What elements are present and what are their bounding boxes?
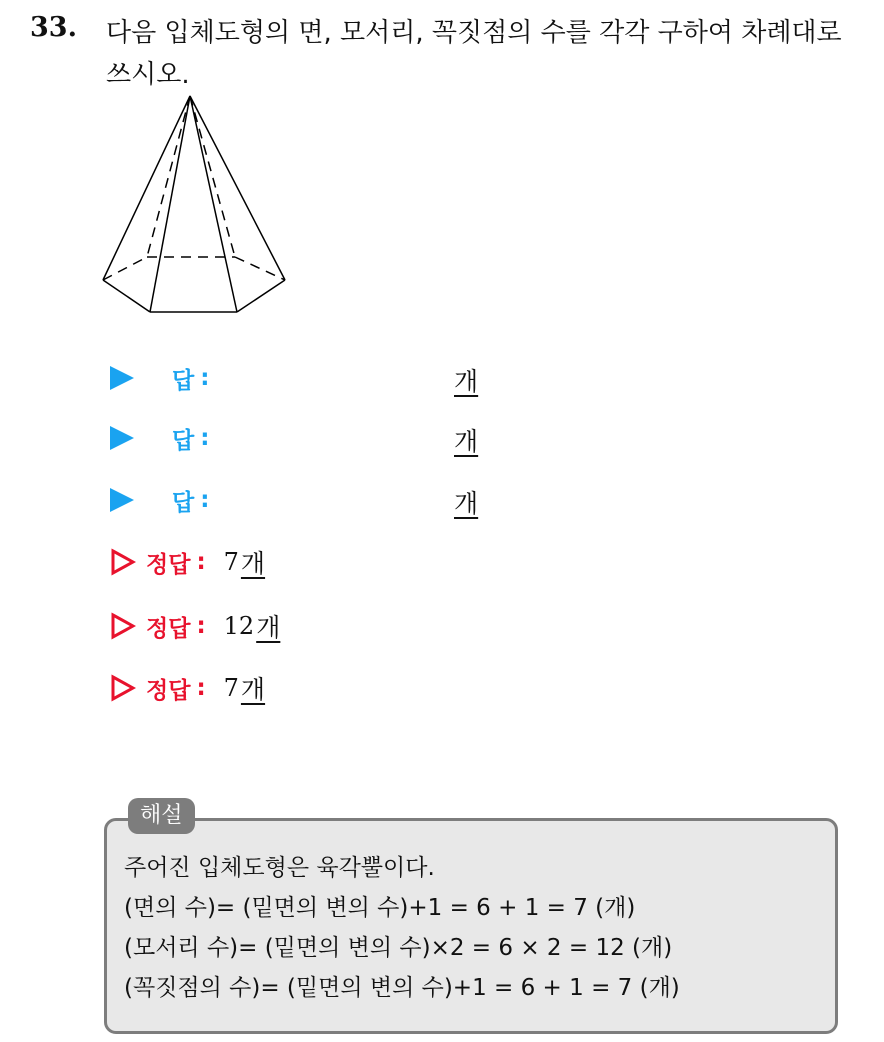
correct-value: 7	[223, 674, 239, 702]
answer-unit: 개	[454, 367, 479, 396]
explanation-tag: 해설	[128, 798, 195, 834]
explanation-line: (면의 수)= (밑면의 변의 수)+1 = 6 + 1 = 7 (개)	[124, 895, 636, 921]
correct-colon: :	[196, 549, 206, 575]
answer-row	[110, 480, 209, 520]
correct-label: 정답	[146, 677, 191, 704]
answer-label: 답	[172, 489, 195, 516]
hidden-base-edge	[235, 257, 285, 280]
base-edge	[103, 280, 150, 312]
outline-triangle-icon	[110, 612, 136, 640]
lateral-edge	[103, 96, 190, 280]
hidden-lateral-edge	[190, 96, 235, 257]
lateral-edge	[190, 96, 237, 312]
correct-value: 12	[223, 612, 255, 640]
correct-colon: :	[196, 675, 206, 701]
question-number: 33.	[30, 12, 77, 43]
correct-answer-row	[110, 542, 265, 582]
correct-unit: 개	[256, 613, 281, 642]
answer-unit: 개	[454, 427, 479, 456]
hidden-lateral-edge	[147, 96, 190, 257]
play-triangle-icon	[110, 366, 134, 390]
question-text: 다음 입체도형의 면, 모서리, 꼭짓점의 수를 각각 구하여 차례대로 쓰시오.	[106, 18, 842, 90]
correct-value: 7	[223, 548, 239, 576]
correct-answer-row	[110, 668, 265, 708]
correct-label: 정답	[146, 615, 191, 642]
answer-row	[110, 418, 209, 458]
lateral-edge	[190, 96, 285, 280]
correct-colon: :	[196, 613, 206, 639]
correct-unit: 개	[240, 549, 266, 578]
hidden-base-edge	[103, 257, 147, 280]
play-triangle-icon	[110, 426, 134, 450]
answer-label: 답	[172, 367, 195, 394]
play-triangle-icon	[110, 488, 134, 512]
base-edge	[237, 280, 285, 312]
explanation-text	[124, 848, 680, 1008]
explanation-line: 주어진 입체도형은 육각뿔이다.	[124, 855, 435, 881]
lateral-edge	[150, 96, 190, 312]
explanation-line: (꼭짓점의 수)= (밑면의 변의 수)+1 = 6 + 1 = 7 (개)	[124, 975, 680, 1001]
hexagonal-pyramid-figure	[95, 90, 295, 320]
correct-label: 정답	[146, 551, 191, 578]
answer-unit: 개	[454, 489, 479, 518]
correct-unit: 개	[240, 675, 266, 704]
correct-answer-row	[110, 606, 280, 646]
answer-colon: :	[200, 365, 210, 391]
answer-row	[110, 358, 209, 398]
answer-label: 답	[172, 427, 195, 454]
explanation-line: (모서리 수)= (밑면의 변의 수)×2 = 6 × 2 = 12 (개)	[124, 935, 673, 961]
answer-colon: :	[200, 425, 210, 451]
answer-colon: :	[200, 487, 210, 513]
outline-triangle-icon	[110, 548, 136, 576]
outline-triangle-icon	[110, 674, 136, 702]
